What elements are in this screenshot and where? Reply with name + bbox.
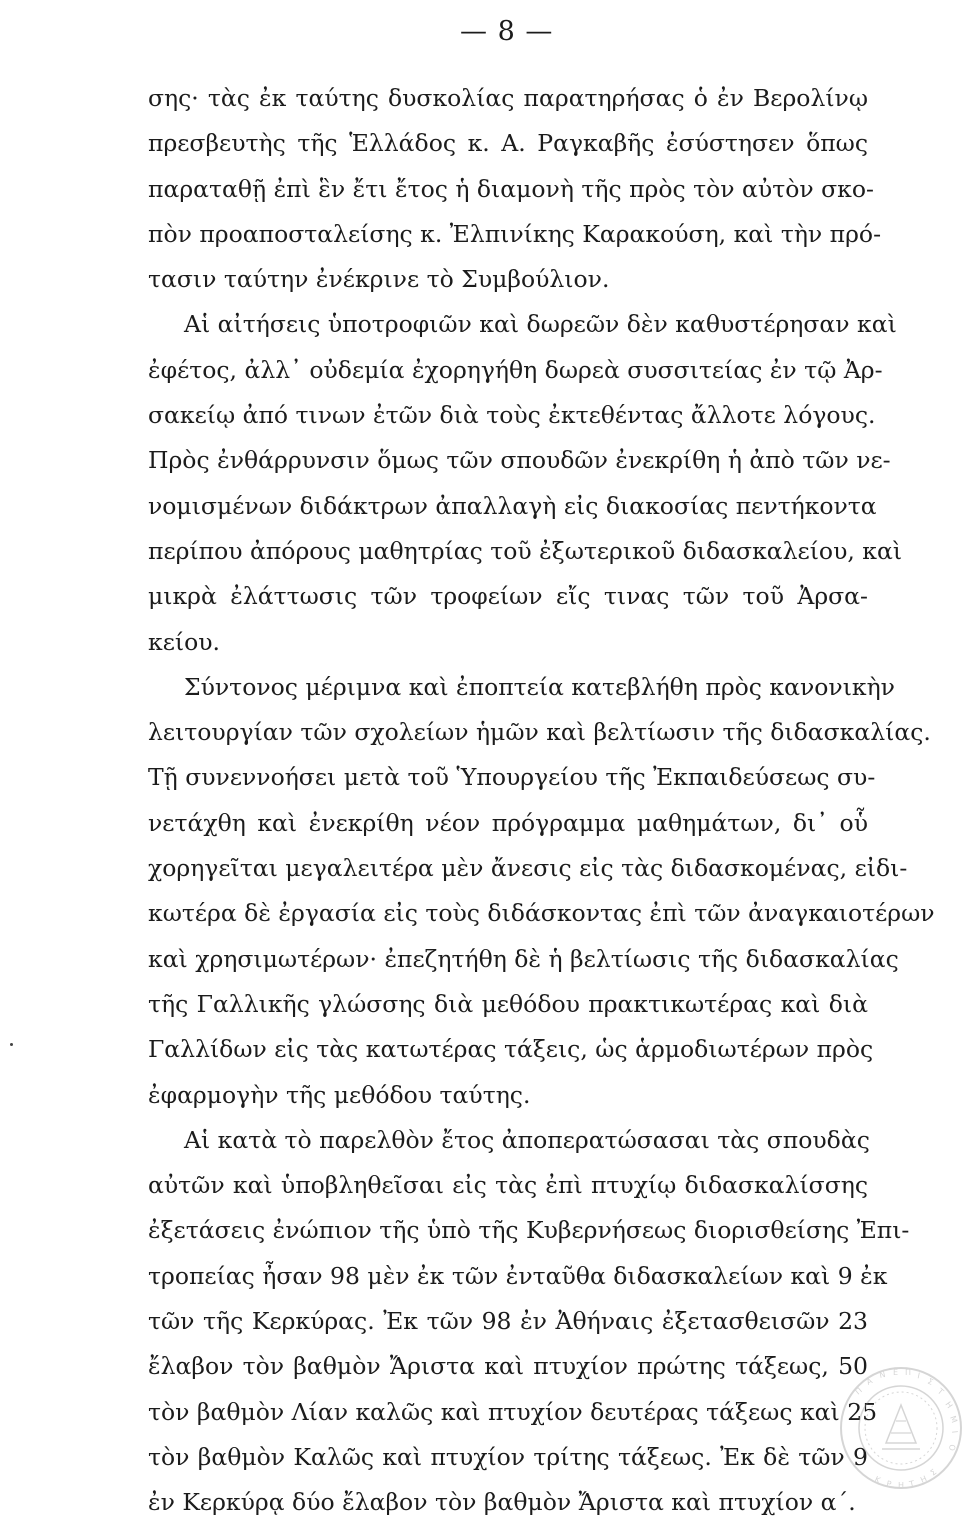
text-line: τὸν βαθμὸν Καλῶς καὶ πτυχίον τρίτης τάξεως. Ἐκ δὲ τῶν 9 bbox=[148, 1442, 868, 1471]
svg-text:Η: Η bbox=[919, 1474, 929, 1485]
svg-text:Ρ: Ρ bbox=[885, 1479, 893, 1489]
svg-text:Ι: Ι bbox=[950, 1430, 960, 1434]
text-line: ἔλαβον τὸν βαθμὸν Ἄριστα καὶ πτυχίον πρώτης τάξεως, 50 bbox=[148, 1352, 868, 1381]
svg-text:Ν: Ν bbox=[878, 1369, 887, 1380]
body-text bbox=[148, 76, 935, 1526]
text-line: περίπου ἀπόρους μαθητρίας τοῦ ἐξωτερικοῦ διδασκαλείου, καὶ bbox=[148, 536, 903, 565]
text-line: Πρὸς ἐνθάρρυνσιν ὅμως τῶν σπουδῶν ἐνεκρίθη ἡ ἀπὸ τῶν νε- bbox=[148, 446, 891, 475]
margin-mark bbox=[10, 1043, 13, 1046]
text-line: πρεσβευτὴς τῆς Ἑλλάδος κ. Α. Ραγκαβῆς ἐσύστησεν ὅπως bbox=[148, 129, 868, 158]
text-line: ἐν Κερκύρᾳ δύο ἔλαβον τὸν βαθμὸν Ἄριστα καὶ πτυχίον α΄. bbox=[148, 1488, 856, 1517]
text-line: πὸν προαποσταλείσης κ. Ἐλπινίκης Καρακούση, καὶ τὴν πρό- bbox=[148, 219, 882, 248]
text-line: Τῇ συνεννοήσει μετὰ τοῦ Ὑπουργείου τῆς Ἐκπαιδεύσεως συ- bbox=[148, 763, 876, 792]
svg-text:Τ: Τ bbox=[908, 1479, 916, 1489]
text-line: μικρὰ ἐλάττωσις τῶν τροφείων εἴς τινας τῶν τοῦ Ἀρσα- bbox=[148, 582, 868, 611]
text-line: παραταθῇ ἐπὶ ἓν ἔτι ἔτος ἡ διαμονὴ τῆς πρὸς τὸν αὐτὸν σκο- bbox=[148, 174, 874, 203]
text-line: νετάχθη καὶ ἐνεκρίθη νέον πρόγραμμα μαθημάτων, δι᾽ οὗ bbox=[148, 808, 868, 837]
text-line: Γαλλίδων εἰς τὰς κατωτέρας τάξεις, ὡς ἁρμοδιωτέρων πρὸς bbox=[148, 1035, 874, 1064]
text-line: λειτουργίαν τῶν σχολείων ἡμῶν καὶ βελτίωσιν τῆς διδασκαλίας. bbox=[148, 718, 931, 747]
svg-text:Τ: Τ bbox=[935, 1386, 946, 1397]
svg-text:Μ: Μ bbox=[948, 1414, 959, 1425]
svg-text:Η: Η bbox=[943, 1399, 955, 1411]
svg-text:Σ: Σ bbox=[926, 1376, 935, 1387]
text-line: ἐφαρμογὴν τῆς μεθόδου ταύτης. bbox=[148, 1080, 531, 1109]
text-line: ἐφέτος, ἀλλ᾽ οὐδεμία ἐχορηγήθη δωρεὰ συσσιτείας ἐν τῷ Ἀρ- bbox=[148, 355, 883, 384]
text-line: τὸν βαθμὸν Λίαν καλῶς καὶ πτυχίον δευτέρας τάξεως καὶ 25 bbox=[148, 1397, 878, 1426]
svg-text:Ι: Ι bbox=[916, 1371, 921, 1381]
text-line: ἐξετάσεις ἐνώπιον τῆς ὑπὸ τῆς Κυβερνήσεως διορισθείσης Ἐπι- bbox=[148, 1216, 910, 1245]
text-line: νομισμένων διδάκτρων ἀπαλλαγὴ εἰς διακοσίας πεντήκοντα bbox=[148, 491, 877, 520]
page-number: — 8 — bbox=[460, 16, 554, 47]
text-line: τῆς Γαλλικῆς γλώσσης διὰ μεθόδου πρακτικωτέρας καὶ διὰ bbox=[148, 989, 868, 1018]
text-line: σης· τὰς ἐκ ταύτης δυσκολίας παρατηρήσας ὁ ἐν Βερολίνῳ bbox=[148, 84, 868, 112]
svg-text:Σ: Σ bbox=[928, 1467, 939, 1478]
paragraph-start-line: Σύντονος μέριμνα καὶ ἐποπτεία κατεβλήθη πρὸς κανονικὴν bbox=[184, 672, 895, 701]
text-line: κωτέρα δὲ ἐργασία εἰς τοὺς διδάσκοντας ἐπὶ τῶν ἀναγκαιοτέρων bbox=[148, 899, 935, 928]
university-seal-watermark bbox=[838, 1365, 964, 1491]
svg-text:Α: Α bbox=[865, 1376, 874, 1387]
text-line: σακείῳ ἀπό τινων ἐτῶν διὰ τοὺς ἐκτεθέντας ἄλλοτε λόγους. bbox=[148, 401, 876, 430]
paragraph-start-line: Αἱ αἰτήσεις ὑποτροφιῶν καὶ δωρεῶν δὲν καθυστέρησαν καὶ bbox=[184, 310, 897, 339]
text-line: χορηγεῖται μεγαλειτέρα μὲν ἄνεσις εἰς τὰς διδασκομένας, εἰδι- bbox=[148, 854, 908, 883]
text-line: τῶν τῆς Κερκύρας. Ἐκ τῶν 98 ἐν Ἀθήναις ἐξετασθεισῶν 23 bbox=[148, 1307, 868, 1336]
text-line: κείου. bbox=[148, 627, 220, 656]
svg-text:Ε: Ε bbox=[893, 1368, 899, 1377]
paragraph-start-line: Αἱ κατὰ τὸ παρελθὸν ἔτος ἀποπερατώσασαι τὰς σπουδὰς bbox=[184, 1125, 870, 1154]
text-line: αὐτῶν καὶ ὑποβληθεῖσαι εἰς τὰς ἐπὶ πτυχίῳ διδασκαλίσσης bbox=[148, 1171, 868, 1200]
text-line: τροπείας ἦσαν 98 μὲν ἐκ τῶν ἐνταῦθα διδασκαλείων καὶ 9 ἐκ bbox=[148, 1261, 888, 1290]
svg-text:Ο: Ο bbox=[946, 1443, 957, 1452]
text-line: καὶ χρησιμωτέρων· ἐπεζητήθη δὲ ἡ βελτίωσις τῆς διδασκαλίας bbox=[148, 944, 899, 973]
svg-text:Η: Η bbox=[898, 1481, 905, 1490]
svg-text:Π: Π bbox=[905, 1368, 912, 1377]
text-line: τασιν ταύτην ἐνέκρινε τὸ Συμβούλιον. bbox=[148, 265, 610, 294]
svg-text:Κ: Κ bbox=[873, 1474, 882, 1486]
svg-text:Π: Π bbox=[853, 1385, 864, 1397]
